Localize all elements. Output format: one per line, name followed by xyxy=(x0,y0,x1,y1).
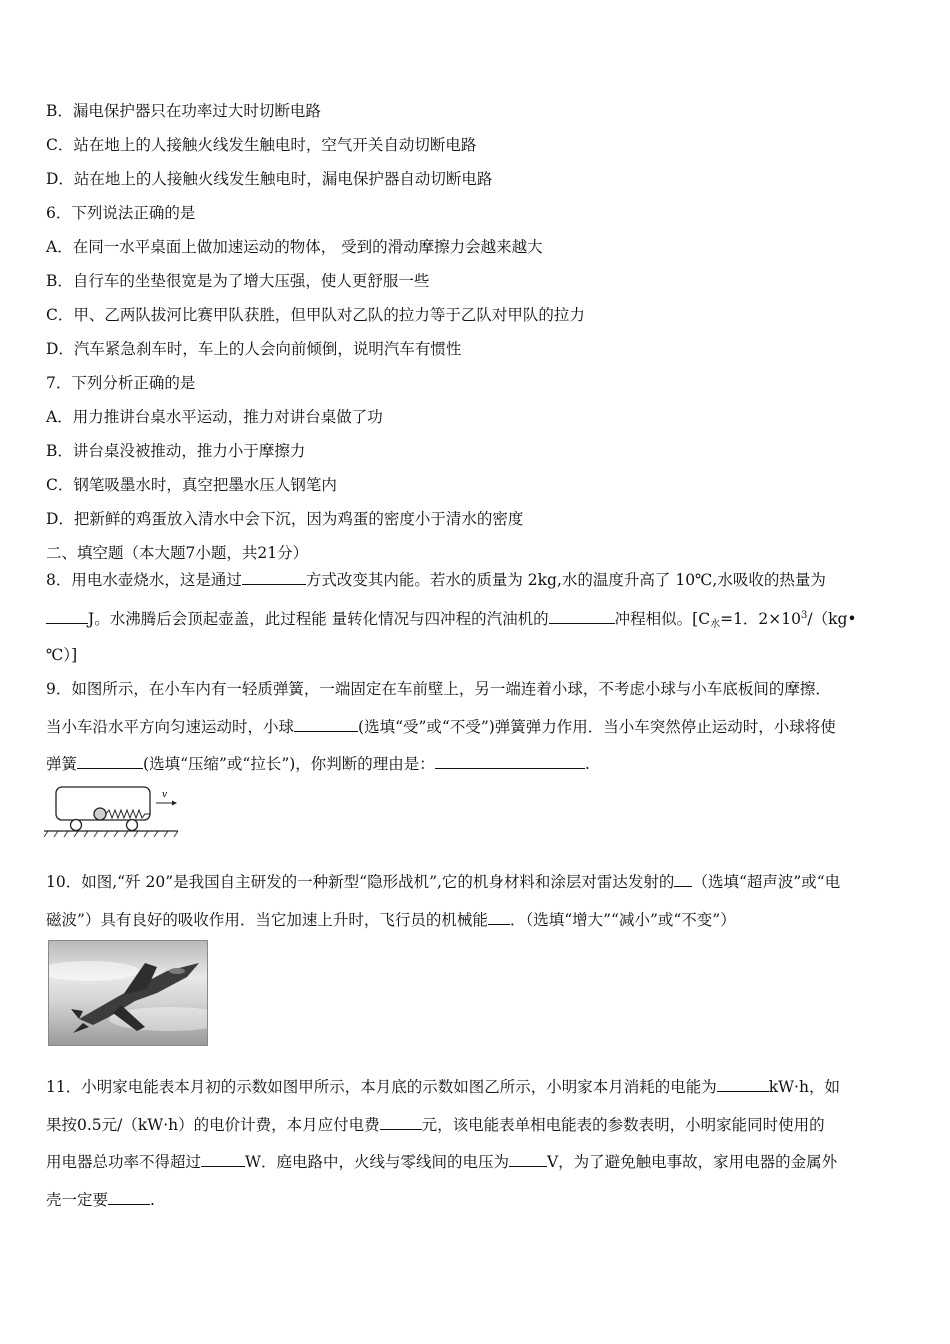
q8-text: 方式改变其内能。若水的质量为 2kg,水的温度升高了 10℃,水吸收的热量为 xyxy=(305,571,826,589)
q11-line3 xyxy=(46,1151,837,1172)
q10-text: ．（选填“增大”“减小”或“不变”） xyxy=(509,911,736,929)
q11-text: 元，该电能表单相电能表的参数表明，小明家能同时使用的 xyxy=(421,1116,825,1134)
q7-stem: 7．下列分析正确的是 xyxy=(46,374,196,392)
q8-text: 8．用电水壶烧水，这是通过 xyxy=(46,571,242,589)
q10-text: （选填“超声波”或“电 xyxy=(692,873,841,891)
answer-blank[interactable] xyxy=(201,1151,245,1167)
q10-text: 10．如图,“歼 20”是我国自主研发的一种新型“隐形战机”,它的机身材料和涂层对雷达发射的 xyxy=(46,873,675,891)
q11-text: 用电器总功率不得超过 xyxy=(46,1153,202,1171)
q8-line2 xyxy=(46,608,857,632)
q9-text: 弹簧 xyxy=(46,755,78,773)
q8-line1 xyxy=(46,569,826,590)
q8-text: J。水沸腾后会顶起壶盖，此过程能 量转化情况与四冲程的汽油机的 xyxy=(88,610,549,628)
velocity-arrowhead xyxy=(172,801,177,806)
q7-option-d: D．把新鲜的鸡蛋放入清水中会下沉，因为鸡蛋的密度小于清水的密度 xyxy=(46,510,524,528)
q11-line1 xyxy=(46,1076,840,1097)
q8-text: =1．2×10 xyxy=(720,610,801,628)
q5-option-d: D．站在地上的人接触火线发生触电时，漏电保护器自动切断电路 xyxy=(46,170,493,188)
answer-blank[interactable] xyxy=(77,753,143,769)
q7-option-a: A．用力推讲台桌水平运动，推力对讲台桌做了功 xyxy=(46,408,383,426)
q11-line2 xyxy=(46,1114,825,1135)
q11-text: . xyxy=(150,1191,155,1209)
q8-text: /（kg• xyxy=(807,610,857,628)
superscript-3: 3 xyxy=(801,610,808,621)
q7-option-c: C．钢笔吸墨水时，真空把墨水压人钢笔内 xyxy=(46,476,337,494)
q9-line2 xyxy=(46,716,836,737)
answer-blank[interactable] xyxy=(294,716,358,732)
q11-text: kW·h，如 xyxy=(768,1078,840,1096)
q11-line4 xyxy=(46,1189,155,1210)
q9-text: . xyxy=(584,755,590,773)
ground-hatch xyxy=(44,831,178,837)
answer-blank[interactable] xyxy=(380,1114,422,1130)
answer-blank[interactable] xyxy=(46,608,88,624)
q10-line2 xyxy=(46,909,736,930)
q7-option-b: B．讲台桌没被推动，推力小于摩擦力 xyxy=(46,442,306,460)
answer-blank[interactable] xyxy=(674,871,692,887)
answer-blank[interactable] xyxy=(549,608,615,624)
fighter-jet-photo xyxy=(48,940,208,1046)
q11-text: 果按0.5元/（kW·h）的电价计费，本月应付电费 xyxy=(46,1116,380,1134)
ball xyxy=(94,808,106,820)
q6-stem: 6．下列说法正确的是 xyxy=(46,204,196,222)
answer-blank[interactable] xyxy=(717,1076,769,1092)
q8-text: 冲程相似。[C xyxy=(614,610,711,628)
q6-option-d: D．汽车紧急刹车时，车上的人会向前倾倒，说明汽车有惯性 xyxy=(46,340,462,358)
answer-blank[interactable] xyxy=(488,909,510,925)
q8-line3: ℃）] xyxy=(46,646,78,664)
q9-text: (选填“压缩”或“拉长”)，你判断的理由是： xyxy=(143,755,435,773)
q6-option-b: B．自行车的坐垫很宽是为了增大压强，使人更舒服一些 xyxy=(46,272,430,290)
q11-text: V，为了避免触电事故，家用电器的金属外 xyxy=(546,1153,838,1171)
q9-line1: 9．如图所示，在小车内有一轻质弹簧，一端固定在车前壁上，另一端连着小球，不考虑小球与小车底板间的摩擦． xyxy=(46,680,831,698)
q9-line3 xyxy=(46,753,590,774)
velocity-label: v xyxy=(162,790,168,800)
q10-line1 xyxy=(46,871,840,892)
answer-blank[interactable] xyxy=(108,1189,150,1205)
subscript-water: 水 xyxy=(710,619,721,630)
q5-option-c: C．站在地上的人接触火线发生触电时，空气开关自动切断电路 xyxy=(46,136,477,154)
q11-text: 壳一定要 xyxy=(46,1191,109,1209)
jet-icon xyxy=(49,941,207,1045)
answer-blank[interactable] xyxy=(435,753,585,769)
q11-text: 11．小明家电能表本月初的示数如图甲所示，本月底的示数如图乙所示，小明家本月消耗的电能为 xyxy=(46,1078,717,1096)
spring xyxy=(106,810,150,818)
q11-text: W．庭电路中，火线与零线间的电压为 xyxy=(245,1153,509,1171)
q9-text: (选填“受”或“不受”)弹簧弹力作用．当小车突然停止运动时，小球将使 xyxy=(358,718,836,736)
q9-text: 当小车沿水平方向匀速运动时，小球 xyxy=(46,718,295,736)
cart-wheel xyxy=(127,820,138,831)
answer-blank[interactable] xyxy=(509,1151,547,1167)
answer-blank[interactable] xyxy=(242,569,306,585)
q5-option-b: B．漏电保护器只在功率过大时切断电路 xyxy=(46,102,321,120)
section-heading: 二、填空题（本大题7小题，共21分） xyxy=(46,544,309,562)
cart-wheel xyxy=(71,820,82,831)
q10-text: 磁波”）具有良好的吸收作用．当它加速上升时，飞行员的机械能 xyxy=(46,911,488,929)
cart-spring-figure xyxy=(44,784,180,840)
q6-option-c: C．甲、乙两队拔河比赛甲队获胜，但甲队对乙队的拉力等于乙队对甲队的拉力 xyxy=(46,306,585,324)
q6-option-a: A．在同一水平桌面上做加速运动的物体， 受到的滑动摩擦力会越来越大 xyxy=(46,238,543,256)
